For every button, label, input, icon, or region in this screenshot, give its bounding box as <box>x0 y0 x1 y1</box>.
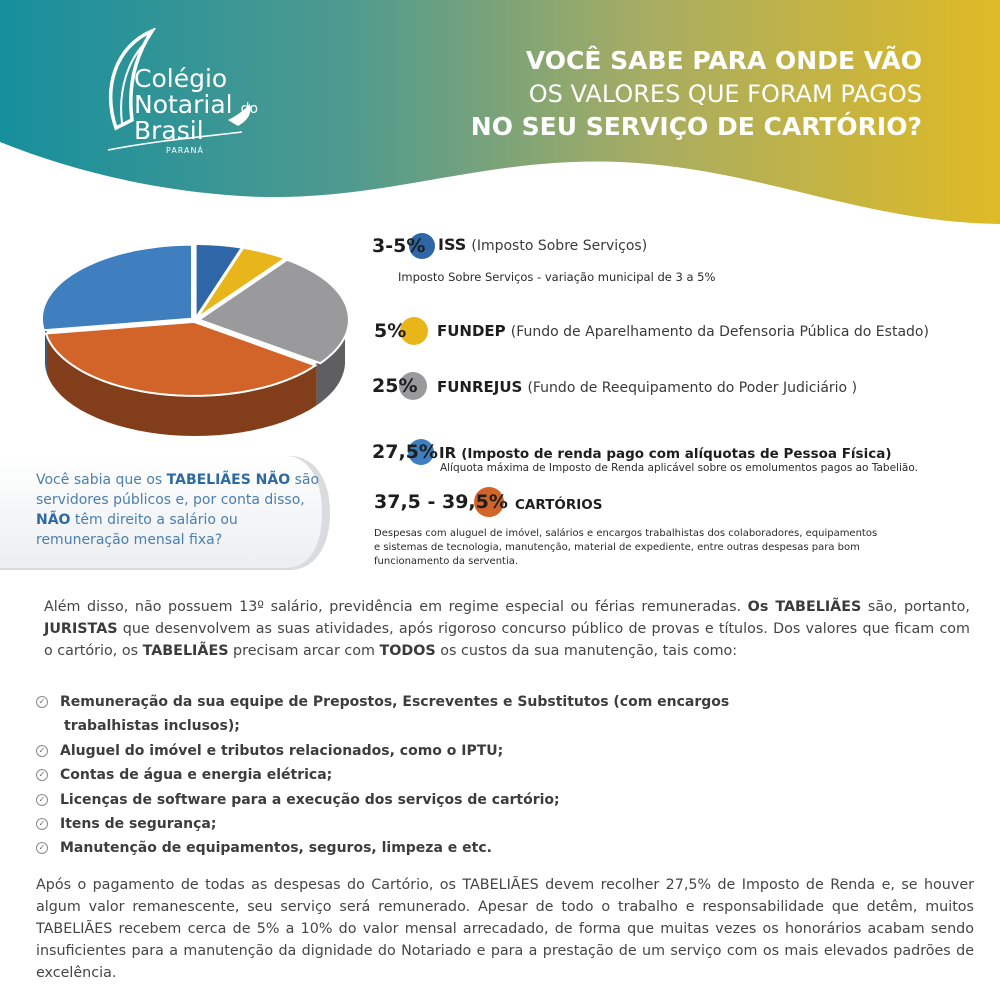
legend-desc-fundep: (Fundo de Aparelhamento da Defensoria Pública do Estado) <box>510 324 929 340</box>
legend-name-fundep: FUNDEP <box>437 322 506 340</box>
legend-item-funrejus <box>437 377 857 396</box>
logo-do: do <box>240 101 259 117</box>
list-item-text: Manutenção de equipamentos, seguros, limpeza e etc. <box>60 840 492 857</box>
pie-slice-ir <box>42 245 192 331</box>
callout-text <box>36 470 326 550</box>
list-item-text-cont: trabalhistas inclusos); <box>64 718 240 735</box>
legend-pct-funrejus: 25% <box>372 375 418 397</box>
legend-sub-cartorios-1: Despesas com aluguel de imóvel, salários e encargos trabalhistas dos colaboradores, equipamentos <box>374 528 878 539</box>
legend-item-cartorios <box>515 494 602 513</box>
pie-slices <box>42 244 349 396</box>
header-banner <box>0 0 1000 230</box>
para1-b1: Os TABELIÃES <box>747 599 862 615</box>
callout-t1: Você sabia que os <box>36 472 167 488</box>
list-item <box>36 788 756 812</box>
legend-name-ir: IR <box>439 444 457 462</box>
para1-t1: Além disso, não possuem 13º salário, previdência em regime especial ou férias remuneradas. <box>44 599 748 615</box>
para1-t3: que desenvolvem as suas atividades, após rigoroso concurso público de provas e títulos. Dos valores que ficam com o cartório, os <box>44 621 970 659</box>
check-circle-icon: ✓ <box>36 696 48 708</box>
list-item-text: Contas de água e energia elétrica; <box>60 767 333 784</box>
list-item-text: Remuneração da sua equipe de Prepostos, Escreventes e Substitutos (com encargos <box>60 694 730 710</box>
list-item <box>36 763 756 787</box>
check-circle-icon: ✓ <box>36 745 48 757</box>
logo-notarial: Notarial <box>134 90 233 119</box>
legend-desc-funrejus: (Fundo de Reequipamento do Poder Judiciário ) <box>527 380 858 396</box>
legend-item-iss <box>438 235 647 254</box>
para1-b4: TODOS <box>379 643 436 659</box>
list-item-text: Aluguel do imóvel e tributos relacionados, como o IPTU; <box>60 742 504 759</box>
logo-sub: PARANÁ <box>166 146 204 155</box>
para1-b2: JURISTAS <box>44 621 118 637</box>
callout-b2: NÃO <box>36 512 71 528</box>
list-item <box>36 836 756 860</box>
callout-t3: têm direito a salário ou remuneração mensal fixa? <box>36 512 238 548</box>
callout-t2: são servidores públicos e, por conta disso, <box>36 472 320 508</box>
legend-name-iss: ISS <box>438 235 467 254</box>
legend-pct-iss: 3-5% <box>372 235 426 257</box>
legend-pct-fundep: 5% <box>374 320 407 342</box>
legend-item-ir <box>439 443 892 462</box>
list-item <box>36 812 756 836</box>
list-item <box>36 690 756 739</box>
legend-name-cartorios: CARTÓRIOS <box>515 497 603 513</box>
headline-line3: NO SEU SERVIÇO DE CARTÓRIO? <box>470 112 922 141</box>
para1-t2: são, portanto, <box>861 599 970 615</box>
para1-b3: TABELIÃES <box>142 643 229 659</box>
legend-desc-iss: (Imposto Sobre Serviços) <box>471 238 648 254</box>
list-item <box>36 739 756 763</box>
check-circle-icon: ✓ <box>36 769 48 781</box>
headline-line2: OS VALORES QUE FORAM PAGOS <box>528 80 922 108</box>
callout-b1: TABELIÃES NÃO <box>166 472 291 488</box>
para1-t4: precisam arcar com <box>228 643 380 659</box>
list-item-text: Licenças de software para a execução dos serviços de cartório; <box>60 791 560 808</box>
closing-paragraph: Após o pagamento de todas as despesas do Cartório, os TABELIÃES devem recolher 27,5% de Imposto de Renda e, se houver algum valor remanescente, seu serviço será remunerado. Apesar de todo o trabalho e responsabilidade que detêm, muitos TABELIÃES recebem cerca de 5% a 10% do valor mensal arrecadado, de forma que muitas vezes os honorários acabam sendo insuficientes para a manutenção da dignidade do Notariado e para a prestação de um serviço com os mais elevados padrões de excelência. <box>36 877 974 981</box>
legend-item-fundep <box>437 321 929 340</box>
logo-line3: Brasil <box>134 116 204 145</box>
list-item-text: Itens de segurança; <box>60 816 217 833</box>
legend-desc-ir: (Imposto de renda pago com alíquotas de Pessoa Física) <box>461 446 892 462</box>
legend-sub-cartorios-2: e sistemas de tecnologia, manutenção, material de expediente, entre outras despesas para bom <box>374 542 860 553</box>
intro-paragraph <box>44 596 970 662</box>
legend-pct-cartorios: 37,5 - 39,5% <box>374 491 508 513</box>
legend-sub-iss: Imposto Sobre Serviços - variação municipal de 3 a 5% <box>398 270 716 284</box>
check-circle-icon: ✓ <box>36 818 48 830</box>
check-circle-icon: ✓ <box>36 842 48 854</box>
legend-pct-ir: 27,5% <box>372 441 438 463</box>
para1-t5: os custos da sua manutenção, tais como: <box>435 643 738 659</box>
legend-name-funrejus: FUNREJUS <box>437 378 523 396</box>
check-circle-icon: ✓ <box>36 794 48 806</box>
logo-line1: Colégio <box>134 64 228 93</box>
costs-list <box>36 690 756 861</box>
logo-line2 <box>134 92 258 117</box>
headline-line1: VOCÊ SABE PARA ONDE VÃO <box>525 46 922 75</box>
pie-chart <box>30 240 360 440</box>
legend-sub-cartorios-3: funcionamento da serventia. <box>374 556 519 567</box>
legend-sub-ir: Alíquota máxima de Imposto de Renda aplicável sobre os emolumentos pagos ao Tabelião. <box>440 462 918 474</box>
